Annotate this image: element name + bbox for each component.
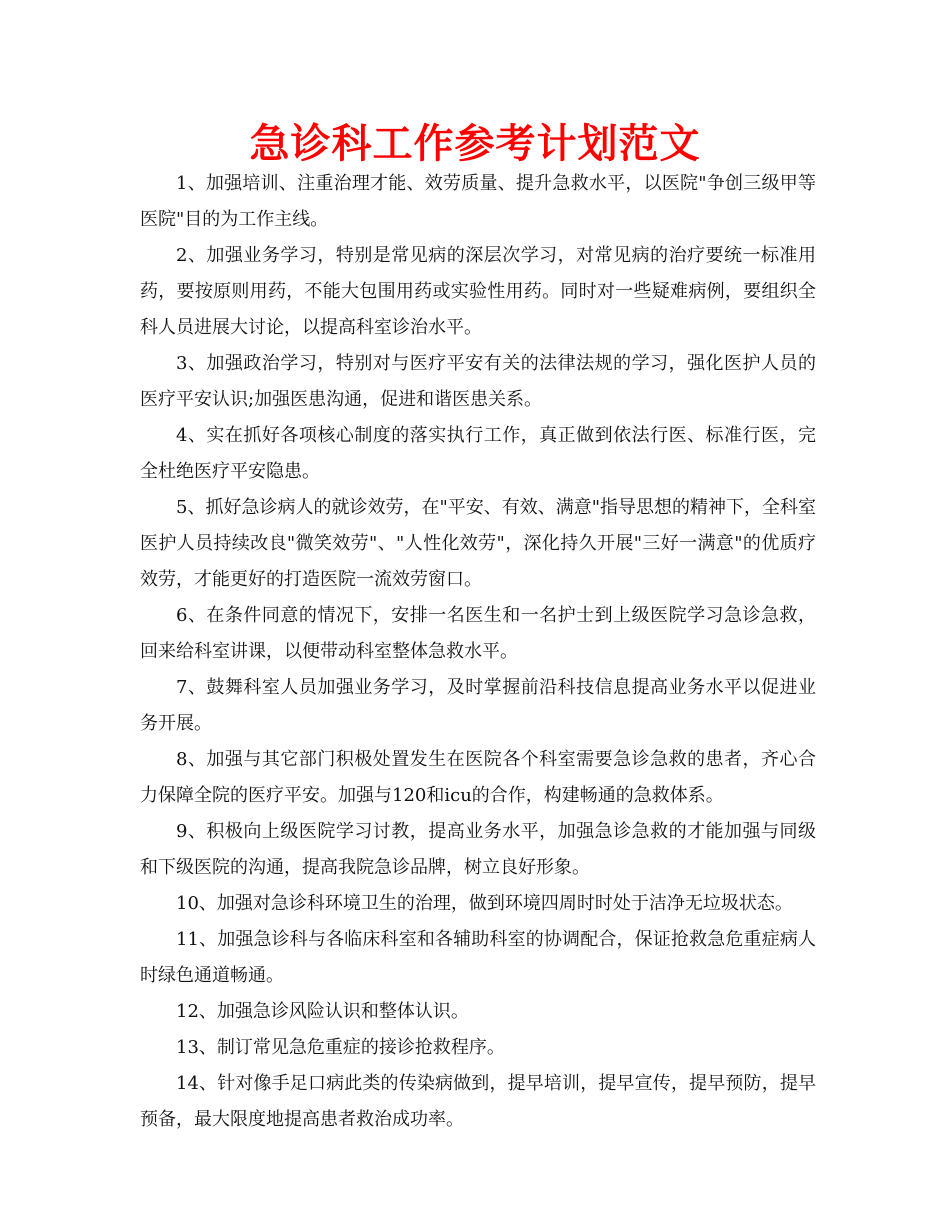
paragraph-12: 12、加强急诊风险认识和整体认识。 <box>176 1001 469 1022</box>
paragraph-10: 10、加强对急诊科环境卫生的治理，做到环境四周时时处于洁净无垃圾状态。 <box>176 893 793 914</box>
paragraph-3: 3、加强政治学习，特别对与医疗平安有关的法律法规的学习，强化医护人员的医疗平安认识;加强医患沟通，促进和谐医患关系。 <box>140 353 816 410</box>
document-body <box>140 166 816 1138</box>
paragraph-1: 1、加强培训、注重治理才能、效劳质量、提升急救水平，以医院"争创三级甲等医院"目的为工作主线。 <box>140 173 816 230</box>
paragraph-5: 5、抓好急诊病人的就诊效劳，在"平安、有效、满意"指导思想的精神下，全科室医护人员持续改良"微笑效劳"、"人性化效劳"，深化持久开展"三好一满意"的优质疗效劳，才能更好的打造医院一流效劳窗口。 <box>140 497 817 590</box>
paragraph-13: 13、制订常见急危重症的接诊抢救程序。 <box>176 1037 505 1058</box>
paragraph-8: 8、加强与其它部门积极处置发生在医院各个科室需要急诊急救的患者，齐心合力保障全院的医疗平安。加强与120和icu的合作，构建畅通的急救体系。 <box>140 749 816 806</box>
paragraph-7: 7、鼓舞科室人员加强业务学习，及时掌握前沿科技信息提高业务水平以促进业务开展。 <box>140 677 816 734</box>
paragraph-6: 6、在条件同意的情况下，安排一名医生和一名护士到上级医院学习急诊急救，回来给科室讲课，以便带动科室整体急救水平。 <box>140 605 816 662</box>
paragraph-11: 11、加强急诊科与各临床科室和各辅助科室的协调配合，保证抢救急危重症病人时绿色通道畅通。 <box>140 929 816 986</box>
paragraph-4: 4、实在抓好各项核心制度的落实执行工作，真正做到依法行医、标准行医，完全杜绝医疗平安隐患。 <box>140 425 816 482</box>
document-title: 急诊科工作参考计划范文 <box>249 121 701 167</box>
paragraph-2: 2、加强业务学习，特别是常见病的深层次学习，对常见病的治疗要统一标准用药，要按原则用药，不能大包围用药或实验性用药。同时对一些疑难病例，要组织全科人员进展大讨论，以提高科室诊治水平。 <box>140 245 816 338</box>
paragraph-9: 9、积极向上级医院学习讨教，提高业务水平，加强急诊急救的才能加强与同级和下级医院的沟通，提高我院急诊品牌，树立良好形象。 <box>140 821 816 878</box>
paragraph-14: 14、针对像手足口病此类的传染病做到，提早培训，提早宣传，提早预防，提早预备，最大限度地提高患者救治成功率。 <box>140 1073 816 1130</box>
